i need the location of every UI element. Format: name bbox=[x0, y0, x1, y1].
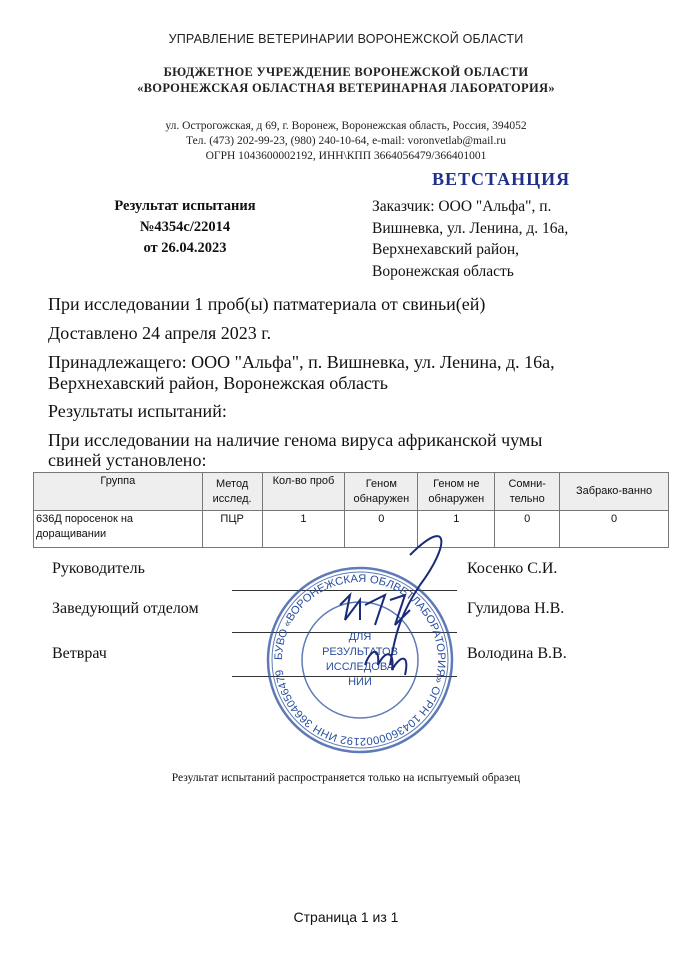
signature-role: Руководитель bbox=[52, 560, 145, 577]
org-name-line2: «ВОРОНЕЖСКАЯ ОБЛАСТНАЯ ВЕТЕРИНАРНАЯ ЛАБОРАТОРИЯ» bbox=[137, 81, 555, 95]
result-number: №4354с/22014 bbox=[139, 219, 231, 235]
customer-line: Воронежская область bbox=[372, 262, 514, 280]
finding-line1: При исследовании на наличие генома вируса африканской чумы bbox=[48, 430, 543, 450]
stamp-center-word: ИССЛЕДОВА bbox=[325, 661, 395, 673]
stamp-center-word: ДЛЯ bbox=[348, 631, 372, 643]
cell-not-detected: 1 bbox=[418, 511, 495, 548]
cell-detected: 0 bbox=[345, 511, 418, 548]
footer-note: Результат испытаний распространяется только на испытуемый образец bbox=[171, 772, 521, 784]
customer-block bbox=[372, 196, 672, 282]
cell-method: ПЦР bbox=[202, 511, 262, 548]
finding-line2: свиней установлено: bbox=[48, 450, 207, 470]
owner-line1: Принадлежащего: ООО "Альфа", п. Вишневка, ул. Ленина, д. 16а, bbox=[48, 352, 555, 372]
col-header: Метод исслед. bbox=[202, 473, 262, 511]
signature-name: Гулидова Н.В. bbox=[467, 600, 565, 617]
signature-name: Косенко С.И. bbox=[467, 560, 558, 577]
result-title: Результат испытания bbox=[114, 198, 256, 214]
customer-line: Вишневка, ул. Ленина, д. 16а, bbox=[372, 219, 569, 237]
stamp-ring-text: БУВО «ВОРОНЕЖСКАЯ ОБЛВЕТЛАБОРАТОРИЯ» ОГРН 1043600002192 ИНН 3664056479 bbox=[272, 572, 448, 748]
col-header: Группа bbox=[34, 473, 203, 511]
col-header: Сомни-тельно bbox=[495, 473, 560, 511]
cell-group: 636Д поросенок на доращивании bbox=[34, 511, 203, 548]
study-text: При исследовании 1 проб(ы) патматериала от свиньи(ей) bbox=[48, 294, 486, 314]
result-date: от 26.04.2023 bbox=[143, 240, 227, 256]
delivered-text: Доставлено 24 апреля 2023 г. bbox=[48, 323, 272, 343]
org-name-line1: БЮДЖЕТНОЕ УЧРЕЖДЕНИЕ ВОРОНЕЖСКОЙ ОБЛАСТИ bbox=[163, 65, 529, 79]
col-header: Геном обнаружен bbox=[345, 473, 418, 511]
results-label: Результаты испытаний: bbox=[48, 401, 227, 421]
vetstation-stamp: ВЕТСТАНЦИЯ bbox=[432, 169, 571, 189]
org-contacts: Тел. (473) 202-99-23, (980) 240-10-64, e-mail: voronvetlab@mail.ru bbox=[186, 135, 506, 147]
cell-doubtful: 0 bbox=[495, 511, 560, 548]
stamp-center-word: РЕЗУЛЬТАТОВ bbox=[322, 646, 398, 658]
col-header: Кол-во проб bbox=[262, 473, 345, 511]
org-address: ул. Острогожская, д 69, г. Воронеж, Воронежская область, Россия, 394052 bbox=[165, 120, 527, 132]
ministry-header: УПРАВЛЕНИЕ ВЕТЕРИНАРИИ ВОРОНЕЖСКОЙ ОБЛАСТИ bbox=[168, 32, 524, 46]
cell-rejected: 0 bbox=[560, 511, 669, 548]
signature-name: Володина В.В. bbox=[467, 645, 567, 662]
page-number: Страница 1 из 1 bbox=[293, 909, 399, 925]
signature-role: Ветврач bbox=[52, 645, 107, 662]
owner-line2: Верхнехавский район, Воронежская область bbox=[48, 373, 388, 393]
customer-line: Верхнехавский район, bbox=[372, 241, 520, 258]
signature-role: Заведующий отделом bbox=[52, 600, 199, 617]
cell-sample-count: 1 bbox=[262, 511, 345, 548]
handwritten-signatures bbox=[300, 525, 480, 705]
result-block bbox=[90, 196, 280, 259]
customer-line: Заказчик: ООО "Альфа", п. bbox=[372, 198, 552, 215]
stamp-center-word: НИИ bbox=[348, 676, 372, 688]
col-header: Забрако-ванно bbox=[560, 473, 669, 511]
org-registry: ОГРН 1043600002192, ИНН\КПП 3664056479/366401001 bbox=[205, 150, 487, 162]
table-header-row bbox=[34, 473, 669, 511]
col-header: Геном не обнаружен bbox=[418, 473, 495, 511]
